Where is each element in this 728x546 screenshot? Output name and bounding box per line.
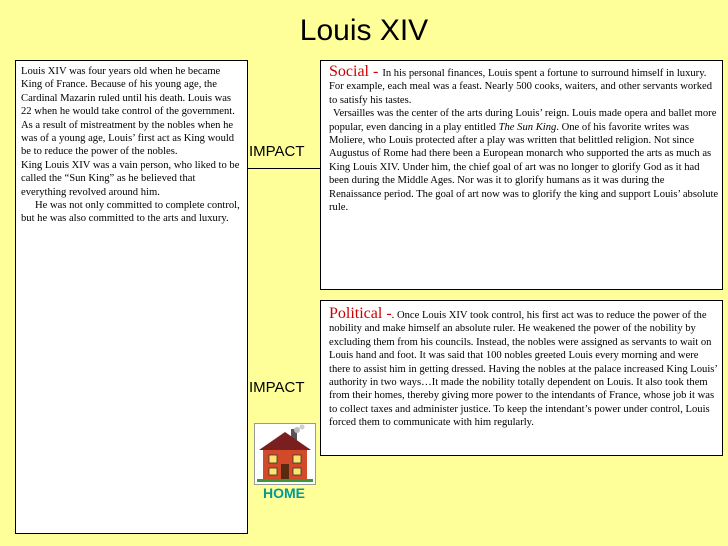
social-paragraph-2 [329,107,719,214]
political-paragraph [329,307,719,430]
impact-connector [248,168,320,169]
political-heading: Political - [329,305,392,322]
impact-label-social: IMPACT [249,143,305,160]
page-title: Louis XIV [299,14,429,47]
home-link[interactable]: HOME [263,485,305,501]
left-paragraph-1: Louis XIV was four years old when he became King of France. Because of his young age, the Cardinal Mazarin ruled until his death. Louis was 22 when he would take control of the government. As a result of mistreatment by the nobles when he was of a young age, Louis’ first act as King would be to reduce the power of the nobles. [21,66,235,158]
left-text-panel [15,60,248,534]
social-text-2a: Versailles was the center of the arts during Louis’ reign. Louis made opera and ballet more popular, even dancing in a play entitled [329,108,717,133]
social-paragraph-1 [329,65,719,107]
social-text-1: In his personal finances, Louis spent a fortune to surround himself in luxury. For example, each meal was a feast. Nearly 500 cooks, waiters, and other servants worked to satisfy his tastes. [329,68,713,106]
social-heading: Social - [329,63,383,80]
social-text-2b: . One of his favorite writes was Moliere, who Louis protected after a play was written that belittled religion. Not since Augustus of Rome had there been a European monarch who supported the arts as much as King Louis XIV. Under him, the chief goal of art was no longer to glorify God as it had been during the Middle Ages. Nor was it to glorify humans as it was during the Renaissance period. The goal of art now was to glorify the king and support Louis’ absolute rule. [329,121,719,214]
left-paragraph-2: King Louis XIV was a vain person, who liked to be called the “Sun King” as he believed that everything revolved around him. [21,159,240,198]
social-play-title: The Sun King [498,121,557,133]
political-panel [320,300,723,456]
social-panel [320,60,723,290]
left-paragraph-3: He was not only committed to complete control, but he was also committed to the arts and luxury. [21,200,240,225]
political-text: . Once Louis XIV took control, his first act was to reduce the power of the nobility and make himself an absolute ruler. He weakened the power of the nobility by excluding them from his councils. Instead, the nobles were assigned as servants to wait on Louis hand and foot. It was said that 100 nobles greeted Louis every morning and were there to assist him in getting dressed. Having the nobles at the palace increased King Louis’ authority in two ways…It made the nobility totally dependent on Louis. It also took them from their homes, thereby giving more power to the intendants of France, whose job it was to collect taxes and administer justice. To keep the intendant’s power under control, Louis forced them to communicate with him regularly. [329,310,718,429]
impact-label-political: IMPACT [249,379,305,396]
house-icon[interactable] [254,423,316,485]
